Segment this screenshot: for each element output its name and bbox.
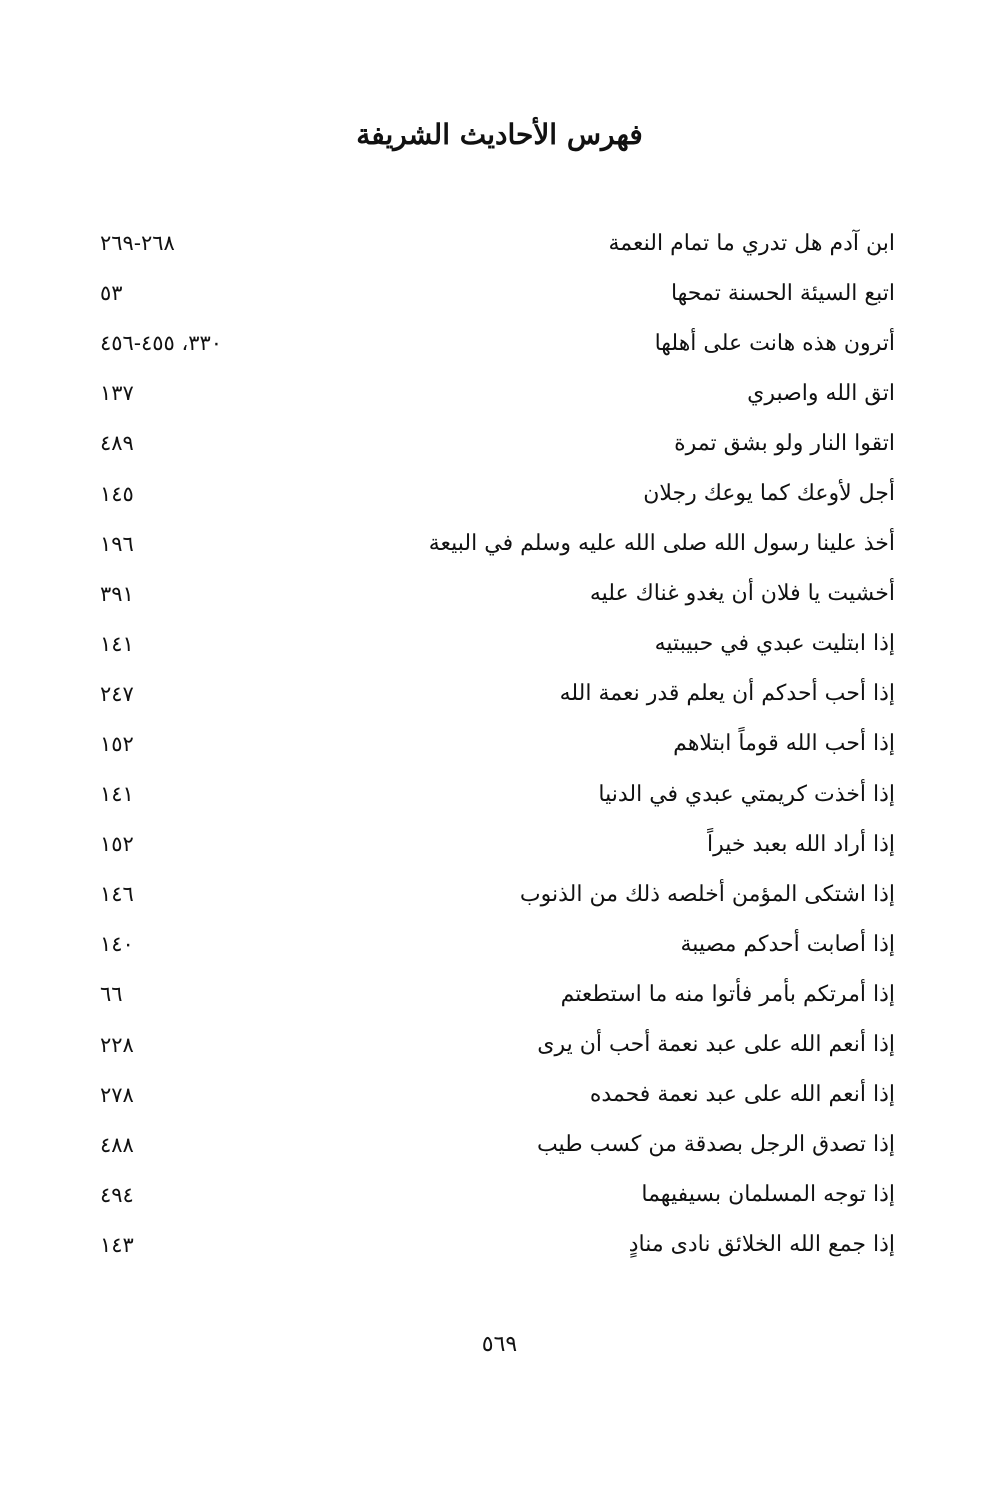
index-entry (100, 669, 895, 719)
index-entry (100, 919, 895, 969)
hadith-text: إذا أمرتكم بأمر فأتوا منه ما استطعتم (560, 981, 895, 1007)
page-references: ٣٩١ (100, 581, 134, 606)
page-references: ١٥٢ (100, 832, 134, 857)
index-entry (100, 218, 895, 268)
page-references: ١٩٦ (100, 531, 134, 556)
page-number: ٥٦٩ (481, 1332, 518, 1357)
index-entry (100, 268, 895, 318)
index-entry (100, 769, 895, 819)
page-references: ١٤٠ (100, 932, 134, 957)
index-entry (100, 1220, 895, 1270)
index-entry (100, 519, 895, 569)
hadith-text: أترون هذه هانت على أهلها (654, 330, 895, 356)
hadith-text: إذا ابتليت عبدي في حبيبتيه (654, 631, 895, 657)
hadith-text: إذا أنعم الله على عبد نعمة أحب أن يرى (537, 1032, 895, 1058)
hadith-text: إذا تصدق الرجل بصدقة من كسب طيب (536, 1132, 895, 1158)
index-entry (100, 1020, 895, 1070)
index-entry (100, 869, 895, 919)
page-references: ٥٣ (100, 281, 123, 306)
hadith-text: إذا أصابت أحدكم مصيبة (680, 931, 895, 957)
page-references: ٤٨٩ (100, 431, 134, 456)
page-references: ٢٧٨ (100, 1082, 134, 1107)
hadith-text: إذا أنعم الله على عبد نعمة فحمده (589, 1082, 895, 1108)
page-references: ١٤٣ (100, 1232, 134, 1257)
hadith-text: ابن آدم هل تدري ما تمام النعمة (608, 230, 895, 256)
hadith-text: إذا توجه المسلمان بسيفيهما (641, 1182, 895, 1208)
page-references: ٢٤٧ (100, 681, 134, 706)
hadith-text: إذا أحب الله قوماً ابتلاهم (673, 731, 895, 757)
index-entry (100, 1120, 895, 1170)
page-references: ٢٦٨-٢٦٩ (100, 231, 175, 256)
hadith-text: أخشيت يا فلان أن يغدو غناك عليه (589, 581, 895, 607)
index-entry (100, 1170, 895, 1220)
hadith-text: أجل لأوعك كما يوعك رجلان (643, 481, 895, 507)
hadith-text: إذا اشتكى المؤمن أخلصه ذلك من الذنوب (519, 881, 895, 907)
hadith-text: إذا أخذت كريمتي عبدي في الدنيا (598, 781, 895, 807)
page-references: ٤٨٨ (100, 1132, 134, 1157)
page-references: ٦٦ (100, 982, 123, 1007)
page-title: فهرس الأحاديث الشريفة (356, 118, 643, 151)
index-entry (100, 368, 895, 418)
page-references: ١٤٥ (100, 481, 134, 506)
index-entry (100, 819, 895, 869)
hadith-text: اتق الله واصبري (747, 380, 895, 406)
index-entry (100, 318, 895, 368)
index-entry (100, 619, 895, 669)
page-references: ٣٣٠، ٤٥٥-٤٥٦ (100, 331, 223, 356)
hadith-text: إذا أحب أحدكم أن يعلم قدر نعمة الله (559, 681, 895, 707)
index-entry (100, 569, 895, 619)
hadith-text: اتبع السيئة الحسنة تمحها (670, 280, 895, 306)
page-references: ٤٩٤ (100, 1182, 134, 1207)
page-references: ٢٢٨ (100, 1032, 134, 1057)
hadith-text: أخذ علينا رسول الله صلى الله عليه وسلم في البيعة (428, 531, 895, 557)
hadith-text: إذا جمع الله الخلائق نادى منادٍ (628, 1232, 895, 1258)
index-entry (100, 418, 895, 468)
page-references: ١٥٢ (100, 731, 134, 756)
index-entry (100, 719, 895, 769)
page-references: ١٤١ (100, 631, 134, 656)
index-entry (100, 1070, 895, 1120)
index-entry (100, 969, 895, 1019)
page-references: ١٤١ (100, 782, 134, 807)
page-references: ١٤٦ (100, 882, 134, 907)
index-entry (100, 468, 895, 518)
page-references: ١٣٧ (100, 381, 134, 406)
hadith-text: اتقوا النار ولو بشق تمرة (674, 430, 895, 456)
hadith-text: إذا أراد الله بعبد خيراً (707, 831, 895, 857)
hadith-index-list (100, 218, 895, 1270)
